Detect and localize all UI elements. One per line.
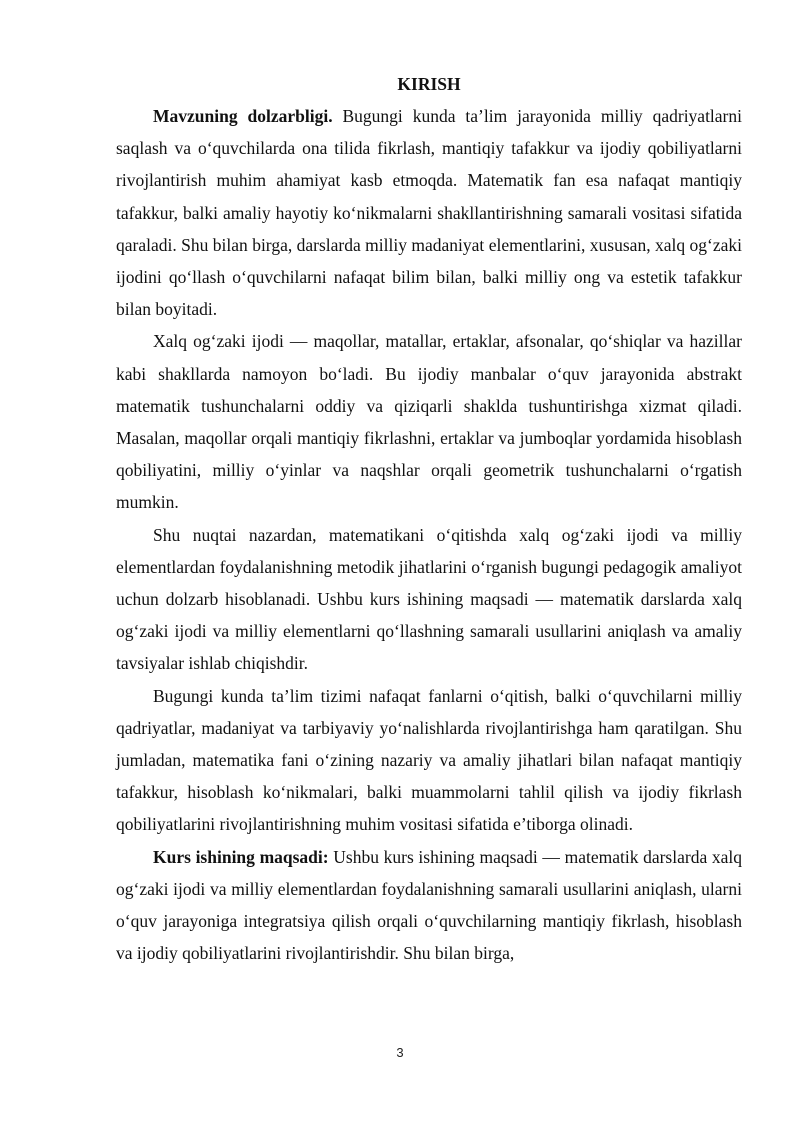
paragraph-text: Shu nuqtai nazardan, matematikani o‘qitishda xalq og‘zaki ijodi va milliy elementlardan foydalanishning metodik jihatlarini o‘rganish bugungi pedagogik amaliyot uchun dolzarb hisoblanadi. Ushbu kurs ishining maqsadi — matematik darslarda xalq og‘zaki ijodi va milliy elementlarni qo‘llashning samarali usullarini aniqlash va amaliy tavsiyalar ishlab chiqishdir. bbox=[116, 524, 742, 674]
paragraph-text: Xalq og‘zaki ijodi — maqollar, matallar, ertaklar, afsonalar, qo‘shiqlar va hazillar kabi shakllarda namoyon bo‘ladi. Bu ijodiy manbalar o‘quv jarayonida abstrakt matematik tushunchalarni oddiy va qiziqarli shaklda tushuntirishga xizmat qiladi. Masalan, maqollar orqali mantiqiy fikrlashni, ertaklar va jumboqlar yordamida hisoblash qobiliyatini, milliy o‘yinlar va naqshlar orqali geometrik tushunchalarni o‘rgatish mumkin. bbox=[116, 331, 742, 513]
paragraph-relevance bbox=[116, 100, 742, 325]
paragraph-lead: Kurs ishining maqsadi: bbox=[153, 846, 329, 867]
paragraph-education-system bbox=[116, 680, 742, 841]
paragraph-text: Ushbu kurs ishining maqsadi — matematik darslarda xalq og‘zaki ijodi va milliy elementlardan foydalanishning samarali usullarini aniqlash, ularni o‘quv jarayoniga integratsiya qilish orqali o‘quvchilarning mantiqiy fikrlash, hisoblash va ijodiy qobiliyatlarini rivojlantirishdir. Shu bilan birga, bbox=[116, 846, 742, 964]
document-page bbox=[116, 72, 742, 969]
paragraph-goal bbox=[116, 841, 742, 970]
page-number: 3 bbox=[396, 1045, 404, 1060]
paragraph-methodology bbox=[116, 519, 742, 680]
paragraph-text: Bugungi kunda ta’lim tizimi nafaqat fanlarni o‘qitish, balki o‘quvchilarni milliy qadriyatlar, madaniyat va tarbiyaviy yo‘nalishlarda rivojlantirishga ham qaratilgan. Shu jumladan, matematika fani o‘zining nazariy va amaliy jihatlari bilan nafaqat mantiqiy tafakkur, hisoblash ko‘nikmalari, balki muammolarni tahlil qilish va ijodiy fikrlash qobiliyatlarini rivojlantirishning muhim vositasi sifatida e’tiborga olinadi. bbox=[116, 685, 742, 835]
paragraph-text: Bugungi kunda ta’lim jarayonida milliy qadriyatlarni saqlash va o‘quvchilarda ona tilida fikrlash, mantiqiy tafakkur va ijodiy qobiliyatlarni rivojlantirish muhim ahamiyat kasb etmoqda. Matematik fan esa nafaqat mantiqiy tafakkur, balki amaliy hayotiy ko‘nikmalarni shakllantirishning samarali vositasi sifatida qaraladi. Shu bilan birga, darslarda milliy madaniyat elementlarini, xususan, xalq og‘zaki ijodini qo‘llash o‘quvchilarni nafaqat bilim bilan, balki milliy ong va estetik tafakkur bilan boyitadi. bbox=[116, 106, 742, 320]
paragraph-lead: Mavzuning dolzarbligi. bbox=[153, 106, 333, 126]
page-title: KIRISH bbox=[397, 74, 461, 94]
paragraph-folklore bbox=[116, 325, 742, 518]
